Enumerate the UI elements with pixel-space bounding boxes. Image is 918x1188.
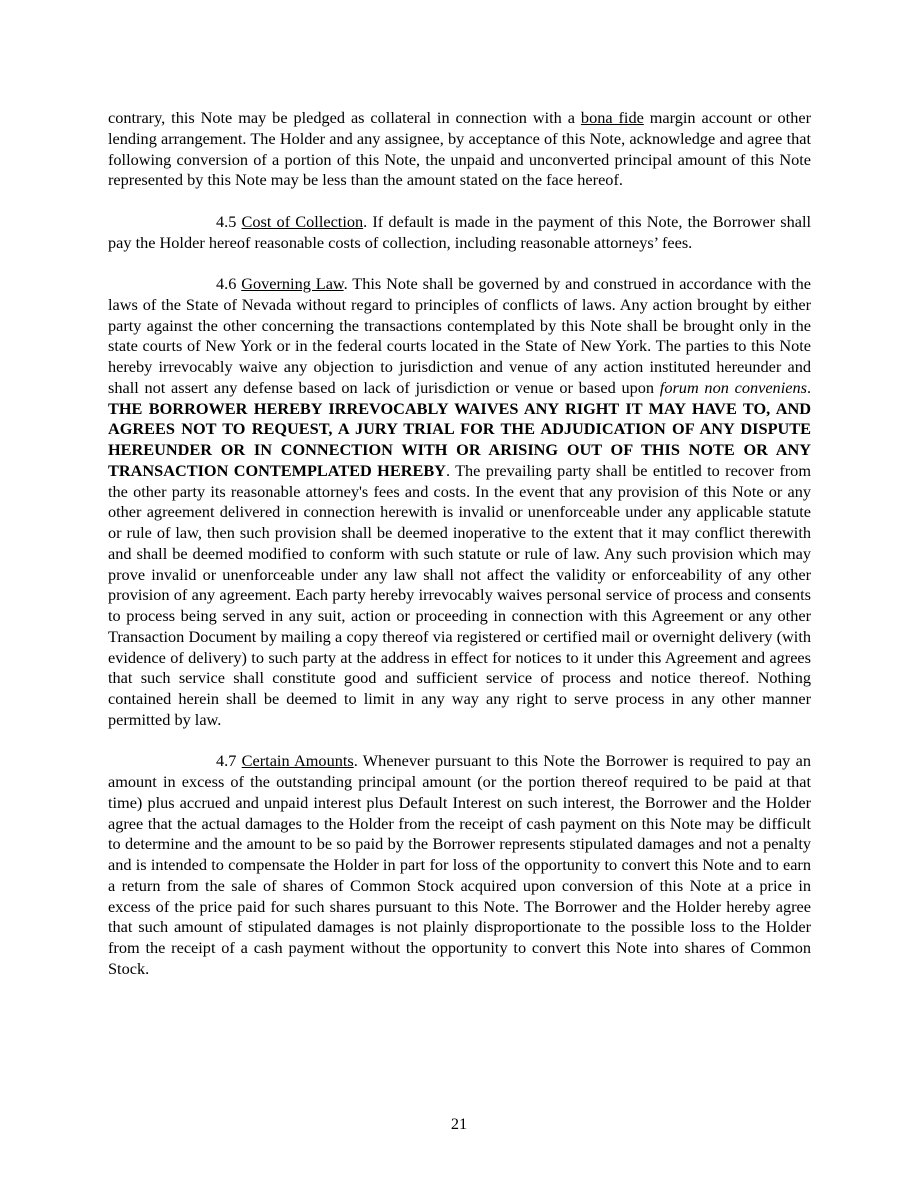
- section-4-5-body: . If default is made in the payment of this Note, the Borrower shall pay the Holder hereof reasonable costs of collection, including reasonable attorneys’ fees.: [108, 211, 812, 252]
- section-4-6-body-1: . This Note shall be governed by and construed in accordance with the laws of the State of Nevada without regard to principles of conflicts of laws. Any action brought by either party against the other concerning the transactions contemplated by this Note shall be brought only in the state courts of New York or in the federal courts located in the State of New York. The parties to this Note hereby irrevocably waive any objection to jurisdiction and venue of any action instituted hereunder and shall not assert any defense based on lack of jurisdiction or venue or based upon: [108, 274, 812, 397]
- jury-waiver-clause: THE BORROWER HEREBY IRREVOCABLY WAIVES ANY RIGHT IT MAY HAVE TO, AND AGREES NOT TO REQUEST, A JURY TRIAL FOR THE ADJUDICATION OF ANY DISPUTE HEREUNDER OR IN CONNECTION WITH OR ARISING OUT OF THIS NOTE OR ANY TRANSACTION CONTEMPLATED HEREBY: [108, 398, 811, 480]
- document-page: [108, 108, 811, 1000]
- section-4-7-number: 4.7: [216, 751, 242, 771]
- continuation-text-pre: contrary, this Note may be pledged as collateral in connection with a: [108, 108, 581, 127]
- section-4-5-heading: Cost of Collection: [241, 211, 364, 231]
- section-4-6-heading: Governing Law: [241, 274, 344, 293]
- bona-fide-term: bona fide: [580, 108, 644, 127]
- section-4-7-body: . Whenever pursuant to this Note the Borrower is required to pay an amount in excess of the outstanding principal amount (or the portion thereof required to be paid at that time) plus accrued and unpaid interest plus Default Interest on such interest, the Borrower and the Holder agree that the actual damages to the Holder from the receipt of cash payment on this Note may be difficult to determine and the amount to be so paid by the Borrower represents stipulated damages and not a penalty and is intended to compensate the Holder in part for loss of the opportunity to convert this Note and to earn a return from the sale of shares of Common Stock acquired upon conversion of this Note at a price in excess of the price paid for such shares pursuant to this Note. The Borrower and the Holder hereby agree that such amount of stipulated damages is not plainly disproportionate to the possible loss to the Holder from the receipt of a cash payment without the opportunity to convert this Note into shares of Common Stock.: [108, 751, 812, 978]
- continuation-text-post: margin account or other lending arrangement. The Holder and any assignee, by acceptance of this Note, acknowledge and agree that following conversion of a portion of this Note, the unpaid and unconverted principal amount of this Note represented by this Note may be less than the amount stated on the face hereof.: [108, 108, 811, 190]
- paragraph-continuation: [108, 108, 811, 191]
- section-4-5: [108, 212, 811, 254]
- section-4-6-number: 4.6: [216, 274, 242, 293]
- section-4-6-body-3: . The prevailing party shall be entitled to recover from the other party its reasonable attorney's fees and costs. In the event that any provision of this Note or any other agreement delivered in connection herewith is invalid or unenforceable under any applicable statute or rule of law, then such provision shall be deemed inoperative to the extent that it may conflict therewith and shall be deemed modified to conform with such statute or rule of law. Any such provision which may prove invalid or unenforceable under any law shall not affect the validity or enforceability of any other provision of any agreement. Each party hereby irrevocably waives personal service of process and consents to process being served in any suit, action or proceeding in connection with this Agreement or any other Transaction Document by mailing a copy thereof via registered or certified mail or overnight delivery (with evidence of delivery) to such party at the address in effect for notices to it under this Agreement and agrees that such service shall constitute good and sufficient service of process and notice thereof. Nothing contained herein shall be deemed to limit in any way any right to serve process in any other manner permitted by law.: [108, 460, 811, 729]
- section-4-6: [108, 274, 811, 731]
- section-4-7: [108, 751, 811, 979]
- forum-non-conveniens-term: forum non conveniens: [659, 377, 807, 397]
- section-4-6-body-2: .: [806, 377, 812, 397]
- section-4-5-number: 4.5: [216, 211, 242, 231]
- section-4-7-heading: Certain Amounts: [241, 751, 354, 771]
- page-number: 21: [450, 1114, 468, 1133]
